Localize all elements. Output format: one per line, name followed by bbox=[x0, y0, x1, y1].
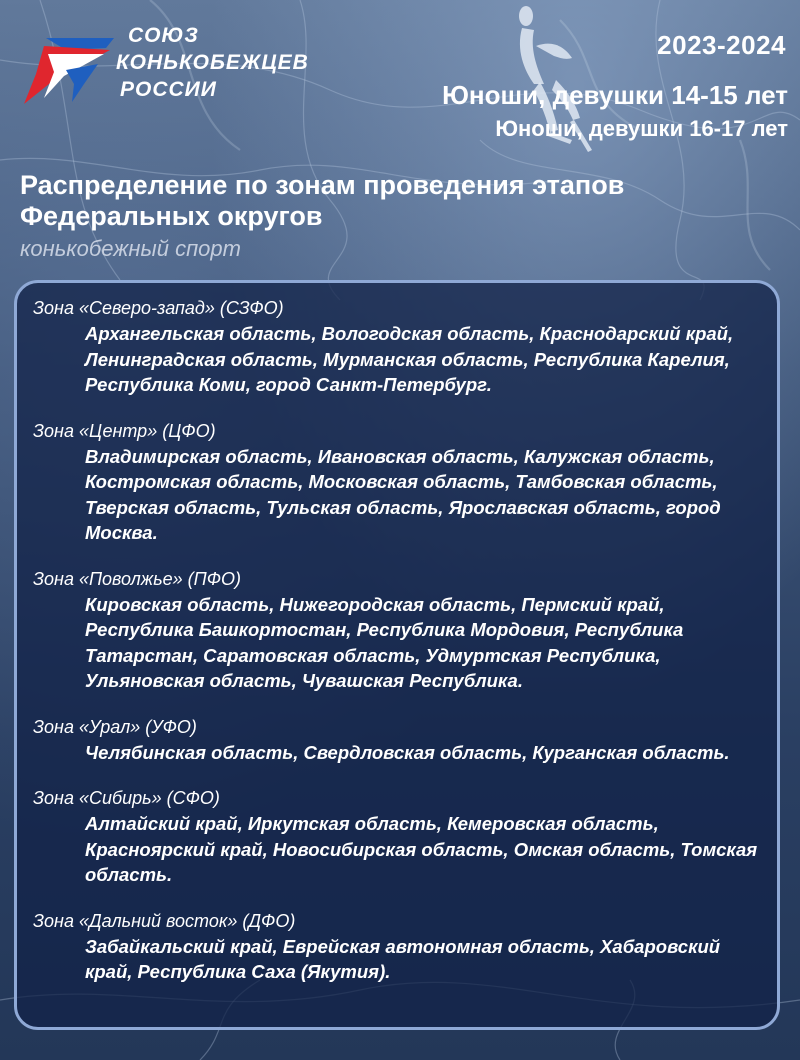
zone-dfo bbox=[33, 909, 761, 985]
region-line: Тверская область, Тульская область, Ярославская область, город bbox=[85, 496, 721, 518]
zone-regions bbox=[33, 934, 761, 985]
region-line: Кировская область, Нижегородская область, Пермский край, bbox=[85, 593, 665, 615]
federation-logo bbox=[14, 18, 354, 108]
zones-panel bbox=[14, 280, 780, 1030]
region-line: Ленинградская область, Мурманская область, Республика Карелия, bbox=[85, 348, 730, 370]
zone-title: Зона «Поволжье» (ПФО) bbox=[33, 568, 242, 589]
region-line: область. bbox=[85, 864, 173, 885]
region-line: Челябинская область, Свердловская область, Курганская область. bbox=[85, 741, 730, 763]
page-title-line-1: Распределение по зонам проведения этапов bbox=[20, 170, 625, 200]
zone-title: Зона «Северо-запад» (СЗФО) bbox=[33, 298, 284, 318]
logo-text-line-3: РОССИИ bbox=[120, 78, 217, 101]
region-line: Красноярский край, Новосибирская область, Омская область, Томская bbox=[85, 838, 758, 860]
region-line: край, Республика Саха (Якутия). bbox=[85, 961, 391, 982]
age-group-14-15: Юноши, девушки 14-15 лет bbox=[442, 80, 788, 110]
region-line: Забайкальский край, Еврейская автономная область, Хабаровский bbox=[85, 935, 721, 957]
page-heading bbox=[20, 170, 720, 264]
region-line: Архангельская область, Вологодская область, Краснодарский край, bbox=[85, 323, 734, 344]
age-group-16-17: Юноши, девушки 16-17 лет bbox=[495, 116, 788, 141]
zone-regions bbox=[33, 444, 761, 546]
zone-szfo bbox=[33, 296, 761, 398]
zone-title: Зона «Урал» (УФО) bbox=[33, 716, 197, 737]
zone-title: Зона «Сибирь» (СФО) bbox=[33, 788, 220, 808]
region-line: Костромская область, Московская область, Тамбовская область, bbox=[85, 471, 718, 492]
region-line: Республика Коми, город Санкт-Петербург. bbox=[85, 374, 492, 395]
zone-regions bbox=[33, 592, 761, 694]
zone-cfo bbox=[33, 419, 761, 546]
zone-title: Зона «Дальний восток» (ДФО) bbox=[33, 910, 296, 931]
region-line: Ульяновская область, Чувашская Республика. bbox=[85, 670, 523, 691]
season-label: 2023-2024 bbox=[657, 30, 786, 60]
region-line: Москва. bbox=[85, 522, 158, 543]
logo-text-line-2: КОНЬКОБЕЖЦЕВ bbox=[116, 51, 309, 74]
zone-pfo bbox=[33, 567, 761, 694]
logo-swoosh-icon bbox=[14, 24, 118, 104]
region-line: Татарстан, Саратовская область, Удмуртская Республика, bbox=[85, 644, 661, 666]
zone-ufo bbox=[33, 715, 761, 766]
region-line: Алтайский край, Иркутская область, Кемеровская область, bbox=[85, 813, 659, 834]
zone-regions bbox=[33, 740, 761, 766]
logo-text-line-1: СОЮЗ bbox=[128, 24, 199, 47]
zone-title: Зона «Центр» (ЦФО) bbox=[33, 420, 216, 441]
zone-regions bbox=[33, 321, 761, 398]
region-line: Владимирская область, Ивановская область, Калужская область, bbox=[85, 445, 715, 467]
page-title-line-2: Федеральных округов bbox=[20, 201, 323, 231]
region-line: Республика Башкортостан, Республика Мордовия, Республика bbox=[85, 619, 684, 640]
zone-sfo bbox=[33, 786, 761, 888]
page-subtitle: конькобежный спорт bbox=[20, 236, 241, 261]
zone-regions bbox=[33, 811, 761, 888]
